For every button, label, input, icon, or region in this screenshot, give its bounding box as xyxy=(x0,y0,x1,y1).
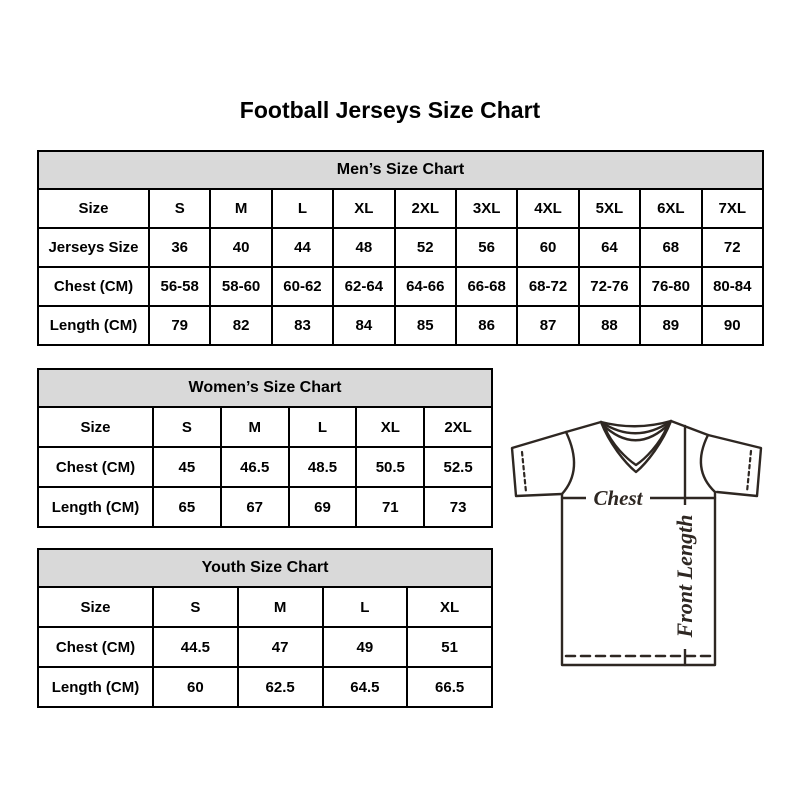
value-cell: 67 xyxy=(221,487,289,527)
mens-size-chart xyxy=(37,150,764,346)
page-title: Football Jerseys Size Chart xyxy=(239,97,541,123)
value-cell: 44.5 xyxy=(153,627,238,667)
value-cell: XL xyxy=(407,587,492,627)
value-cell: 4XL xyxy=(517,189,578,228)
value-cell: 83 xyxy=(272,306,333,345)
value-cell: L xyxy=(323,587,408,627)
value-cell: 40 xyxy=(210,228,271,267)
value-cell: 51 xyxy=(407,627,492,667)
front-length-measure-label: Front Length xyxy=(672,514,697,638)
youth-size-table-body xyxy=(38,587,492,707)
value-cell: 5XL xyxy=(579,189,640,228)
value-cell: 66-68 xyxy=(456,267,517,306)
table-row xyxy=(38,228,763,267)
value-cell: 84 xyxy=(333,306,394,345)
youth-size-chart xyxy=(37,548,493,708)
value-cell: 45 xyxy=(153,447,221,487)
value-cell: 72 xyxy=(702,228,763,267)
table-row xyxy=(38,487,492,527)
value-cell: L xyxy=(272,189,333,228)
value-cell: 60 xyxy=(517,228,578,267)
mens-size-table-body xyxy=(38,189,763,345)
row-label-cell: Size xyxy=(38,189,149,228)
value-cell: 71 xyxy=(356,487,424,527)
jersey-outline-icon xyxy=(495,395,795,685)
row-label-cell: Size xyxy=(38,407,153,447)
row-label-cell: Chest (CM) xyxy=(38,267,149,306)
table-row xyxy=(38,587,492,627)
value-cell: 47 xyxy=(238,627,323,667)
row-label-cell: Chest (CM) xyxy=(38,447,153,487)
womens-size-table-body xyxy=(38,407,492,527)
table-row xyxy=(38,447,492,487)
value-cell: 56-58 xyxy=(149,267,210,306)
row-label-cell: Length (CM) xyxy=(38,306,149,345)
table-row xyxy=(38,667,492,707)
value-cell: S xyxy=(153,587,238,627)
value-cell: 79 xyxy=(149,306,210,345)
value-cell: 36 xyxy=(149,228,210,267)
value-cell: 64.5 xyxy=(323,667,408,707)
value-cell: 52 xyxy=(395,228,456,267)
value-cell: 3XL xyxy=(456,189,517,228)
value-cell: 90 xyxy=(702,306,763,345)
value-cell: M xyxy=(210,189,271,228)
value-cell: S xyxy=(153,407,221,447)
value-cell: 46.5 xyxy=(221,447,289,487)
value-cell: 86 xyxy=(456,306,517,345)
value-cell: 52.5 xyxy=(424,447,492,487)
table-row xyxy=(38,627,492,667)
value-cell: 73 xyxy=(424,487,492,527)
value-cell: 68 xyxy=(640,228,701,267)
value-cell: 68-72 xyxy=(517,267,578,306)
mens-size-table xyxy=(37,188,764,346)
table-row xyxy=(38,306,763,345)
value-cell: 72-76 xyxy=(579,267,640,306)
mens-size-chart-header: Men’s Size Chart xyxy=(37,150,764,190)
value-cell: 66.5 xyxy=(407,667,492,707)
row-label-cell: Length (CM) xyxy=(38,667,153,707)
value-cell: 2XL xyxy=(395,189,456,228)
value-cell: 48 xyxy=(333,228,394,267)
value-cell: S xyxy=(149,189,210,228)
value-cell: 58-60 xyxy=(210,267,271,306)
value-cell: XL xyxy=(333,189,394,228)
value-cell: 48.5 xyxy=(289,447,357,487)
value-cell: 50.5 xyxy=(356,447,424,487)
value-cell: 7XL xyxy=(702,189,763,228)
value-cell: 2XL xyxy=(424,407,492,447)
womens-size-chart xyxy=(37,368,493,528)
value-cell: 56 xyxy=(456,228,517,267)
youth-size-chart-header: Youth Size Chart xyxy=(37,548,493,588)
value-cell: 69 xyxy=(289,487,357,527)
value-cell: M xyxy=(238,587,323,627)
value-cell: 60 xyxy=(153,667,238,707)
value-cell: 64-66 xyxy=(395,267,456,306)
womens-size-chart-header: Women’s Size Chart xyxy=(37,368,493,408)
value-cell: 60-62 xyxy=(272,267,333,306)
value-cell: XL xyxy=(356,407,424,447)
value-cell: 76-80 xyxy=(640,267,701,306)
value-cell: L xyxy=(289,407,357,447)
jersey-measurement-diagram xyxy=(495,395,795,685)
value-cell: 80-84 xyxy=(702,267,763,306)
row-label-cell: Jerseys Size xyxy=(38,228,149,267)
value-cell: 6XL xyxy=(640,189,701,228)
value-cell: 82 xyxy=(210,306,271,345)
value-cell: 65 xyxy=(153,487,221,527)
value-cell: 89 xyxy=(640,306,701,345)
value-cell: 87 xyxy=(517,306,578,345)
row-label-cell: Chest (CM) xyxy=(38,627,153,667)
value-cell: 49 xyxy=(323,627,408,667)
value-cell: 62-64 xyxy=(333,267,394,306)
table-row xyxy=(38,407,492,447)
row-label-cell: Length (CM) xyxy=(38,487,153,527)
value-cell: 44 xyxy=(272,228,333,267)
chest-measure-label: Chest xyxy=(593,486,643,510)
youth-size-table xyxy=(37,586,493,708)
womens-size-table xyxy=(37,406,493,528)
value-cell: 85 xyxy=(395,306,456,345)
table-row xyxy=(38,189,763,228)
value-cell: 64 xyxy=(579,228,640,267)
value-cell: M xyxy=(221,407,289,447)
value-cell: 62.5 xyxy=(238,667,323,707)
row-label-cell: Size xyxy=(38,587,153,627)
table-row xyxy=(38,267,763,306)
value-cell: 88 xyxy=(579,306,640,345)
